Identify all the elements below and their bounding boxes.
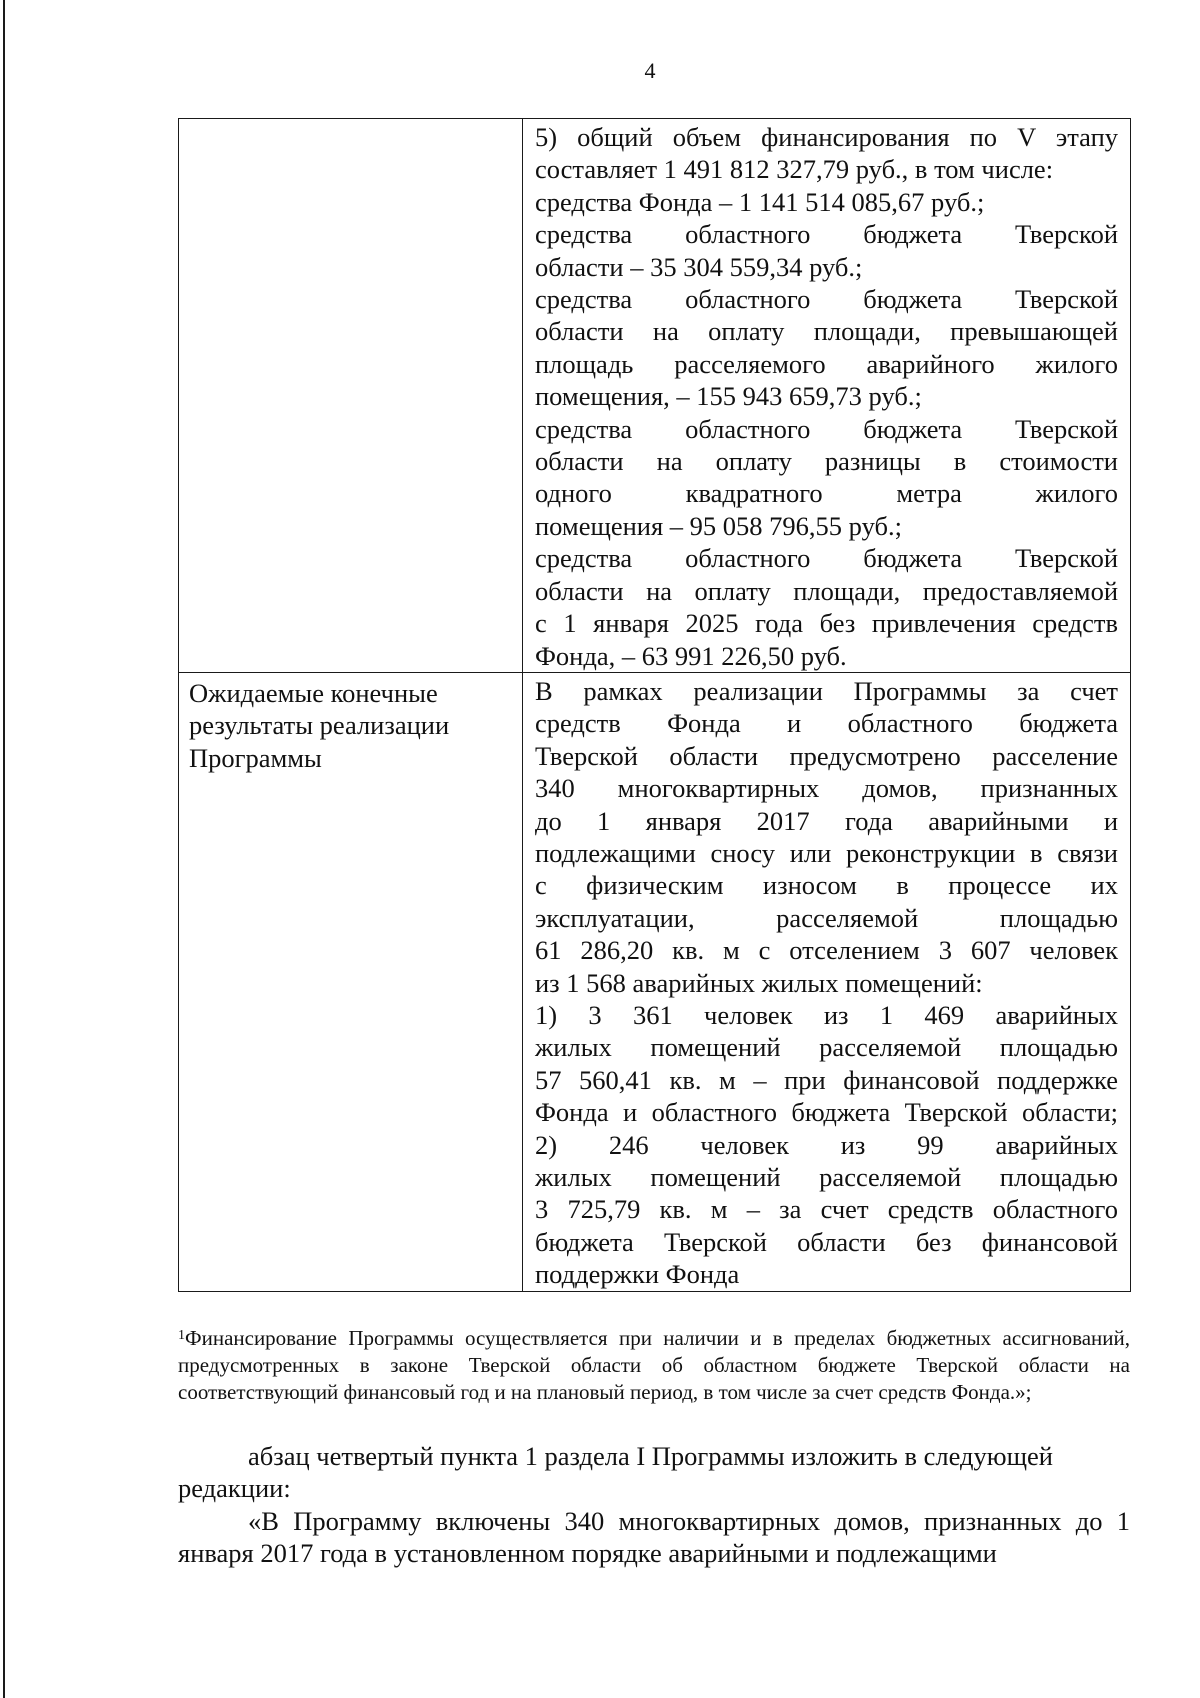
financing-line: области на оплату площади, предоставляемой	[535, 575, 1118, 606]
results-line: 1) 3 361 человек из 1 469 аварийных	[535, 999, 1118, 1030]
financing-line: области на оплату площади, превышающей	[535, 316, 1118, 347]
financing-line: средства областного бюджета Тверской	[535, 543, 1118, 574]
row-heading-line: Программы	[189, 742, 322, 773]
results-line: жилых помещений расселяемой площадью	[535, 1032, 1118, 1063]
body-paragraph: «В Программу включены 340 многоквартирных домов, признанных до 1 января 2017 года в установленном порядке аварийными и подлежащими	[178, 1505, 1130, 1569]
row2-right-cell	[523, 672, 1131, 1291]
results-line: поддержки Фонда	[535, 1259, 740, 1290]
results-line: 57 560,41 кв. м – при финансовой поддержке	[535, 1064, 1118, 1095]
financing-line: с 1 января 2025 года без привлечения средств	[535, 608, 1118, 639]
financing-line: одного квадратного метра жилого	[535, 478, 1118, 509]
footnote-marker: 1	[178, 1328, 185, 1343]
results-line: эксплуатации, расселяемой площадью	[535, 902, 1118, 933]
results-line: Тверской области предусмотрено расселение	[535, 740, 1118, 771]
results-line: 340 многоквартирных домов, признанных	[535, 773, 1118, 804]
results-line: с физическим износом в процессе их	[535, 870, 1118, 901]
results-line: Фонда и областного бюджета Тверской области;	[535, 1097, 1118, 1128]
row-heading-line: Ожидаемые конечные	[189, 677, 438, 708]
table-row-expected-results	[179, 672, 1131, 1291]
results-line: бюджета Тверской области без финансовой	[535, 1226, 1118, 1257]
program-passport-table	[178, 118, 1131, 1292]
financing-line: 5) общий объем финансирования по V этапу	[535, 122, 1118, 152]
results-line: до 1 января 2017 года аварийными и	[535, 805, 1118, 836]
row1-right-cell	[523, 119, 1131, 673]
row-heading-line: результаты реализации	[189, 710, 450, 741]
financing-line: области – 35 304 559,34 руб.;	[535, 251, 863, 282]
row2-left-cell	[179, 672, 523, 1291]
body-text	[178, 1440, 1130, 1570]
results-line: В рамках реализации Программы за счет	[535, 675, 1118, 706]
financing-line: средства областного бюджета Тверской	[535, 284, 1118, 315]
row1-left-cell	[179, 119, 523, 673]
financing-line: площадь расселяемого аварийного жилого	[535, 348, 1118, 379]
results-line: из 1 568 аварийных жилых помещений:	[535, 967, 983, 998]
scan-page-edge	[3, 0, 5, 1698]
results-line: жилых помещений расселяемой площадью	[535, 1162, 1118, 1192]
financing-line: средства областного бюджета Тверской	[535, 413, 1118, 444]
results-line: 3 725,79 кв. м – за счет средств областного	[535, 1194, 1118, 1225]
results-line: 2) 246 человек из 99 аварийных	[535, 1129, 1118, 1160]
financing-line: помещения, – 155 943 659,73 руб.;	[535, 381, 922, 412]
results-line: средств Фонда и областного бюджета	[535, 708, 1118, 739]
results-line: подлежащими сносу или реконструкции в связи	[535, 837, 1118, 868]
financing-line: средства областного бюджета Тверской	[535, 219, 1118, 250]
financing-line: Фонда, – 63 991 226,50 руб.	[535, 640, 847, 671]
page-number: 4	[644, 58, 656, 83]
financing-line: области на оплату разницы в стоимости	[535, 446, 1118, 477]
footnote-text: Финансирование Программы осуществляется при наличии и в пределах бюджетных ассигнований, предусмотренных в законе Тверской области об областном бюджете Тверской области на соответствующий финансовый год и на плановый период, в том числе за счет средств Фонда.»;	[178, 1326, 1130, 1404]
body-paragraph: абзац четвертый пункта 1 раздела I Программы изложить в следующей редакции:	[178, 1441, 1053, 1504]
financing-line: средства Фонда – 1 141 514 085,67 руб.;	[535, 186, 985, 217]
results-line: 61 286,20 кв. м с отселением 3 607 человек	[535, 935, 1118, 966]
footnote	[178, 1322, 1130, 1406]
table-row-financing	[179, 119, 1131, 673]
financing-line: составляет 1 491 812 327,79 руб., в том числе:	[535, 154, 1054, 185]
financing-line: помещения – 95 058 796,55 руб.;	[535, 510, 902, 541]
